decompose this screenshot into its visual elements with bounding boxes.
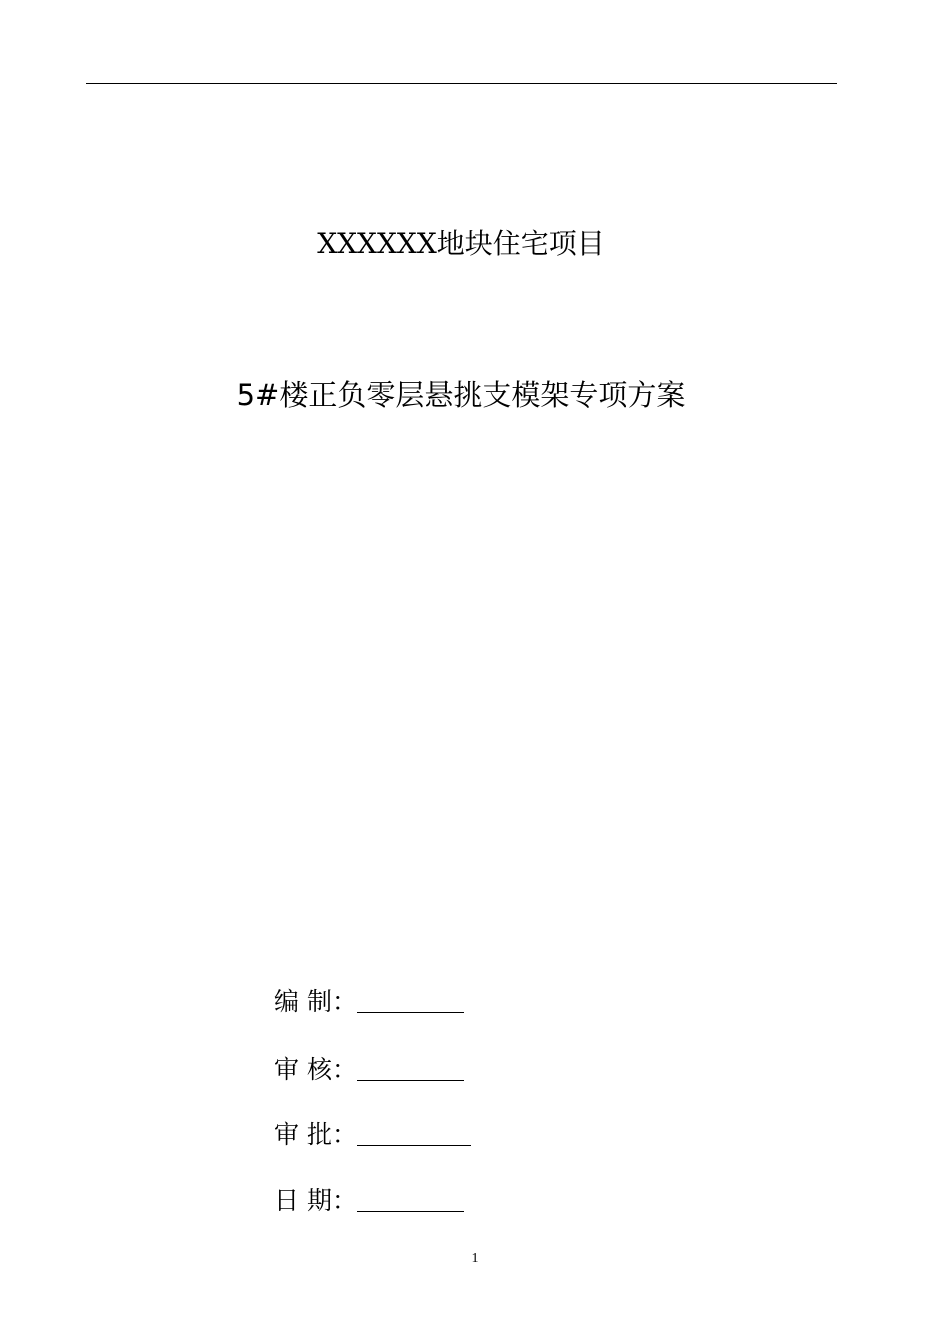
page-number: 1	[471, 1251, 479, 1266]
signoff-row-approved-by	[274, 1111, 471, 1151]
signoff-blank-line	[357, 1123, 471, 1146]
signoff-label: 日 期：	[274, 1186, 357, 1215]
signoff-row-compiled-by	[274, 978, 464, 1018]
signoff-row-reviewed-by	[274, 1046, 464, 1086]
signoff-label: 审 批：	[274, 1120, 357, 1149]
signoff-blank-line	[357, 1189, 464, 1212]
signoff-label: 编 制：	[274, 987, 357, 1016]
signoff-blank-line	[357, 990, 464, 1013]
project-title: XXXXXX地块住宅项目	[317, 227, 605, 260]
header-rule	[86, 83, 837, 84]
signoff-row-date	[274, 1177, 464, 1217]
signoff-blank-line	[357, 1058, 464, 1081]
signoff-label: 审 核：	[274, 1055, 357, 1084]
document-title: 5#楼正负零层悬挑支模架专项方案	[236, 378, 686, 412]
